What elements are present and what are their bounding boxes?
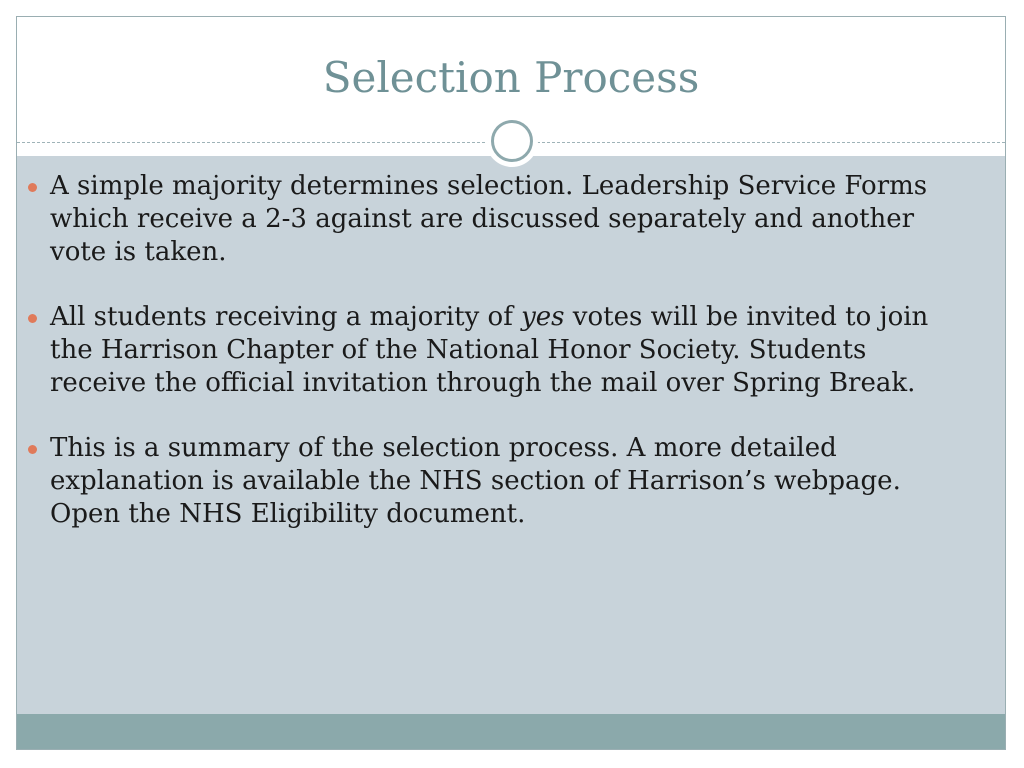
slide-title: Selection Process xyxy=(322,53,700,102)
bullet-list xyxy=(28,170,968,563)
bullet-text xyxy=(50,302,928,398)
bullet-text-segment: This is a summary of the selection process. A more detailed explanation is available the NHS section of Harrison’s webpage. Open the NHS Eligibility document. xyxy=(50,433,901,529)
bullet-dot-icon xyxy=(28,445,37,454)
bullet-dot-icon xyxy=(28,183,37,192)
bullet-text-segment: votes will be invited to join the Harrison Chapter of the National Honor Society. Students receive the official invitation through the mail over Spring Break. xyxy=(50,302,929,398)
ornament-ring xyxy=(491,120,533,162)
bullet-text-segment: All students receiving a majority of xyxy=(50,302,522,332)
bullet-item xyxy=(28,301,968,400)
bullet-item xyxy=(28,170,968,269)
bullet-text-segment: A simple majority determines selection. Leadership Service Forms which receive a 2-3 against are discussed separately and another vote is taken. xyxy=(50,171,928,267)
bullet-item xyxy=(28,432,968,531)
bullet-dot-icon xyxy=(28,314,37,323)
circle-ring-ornament-icon xyxy=(486,115,538,167)
bullet-text xyxy=(50,433,901,529)
footer-bar xyxy=(17,714,1005,749)
bullet-text xyxy=(50,171,927,267)
bullet-emphasis: yes xyxy=(521,302,565,332)
